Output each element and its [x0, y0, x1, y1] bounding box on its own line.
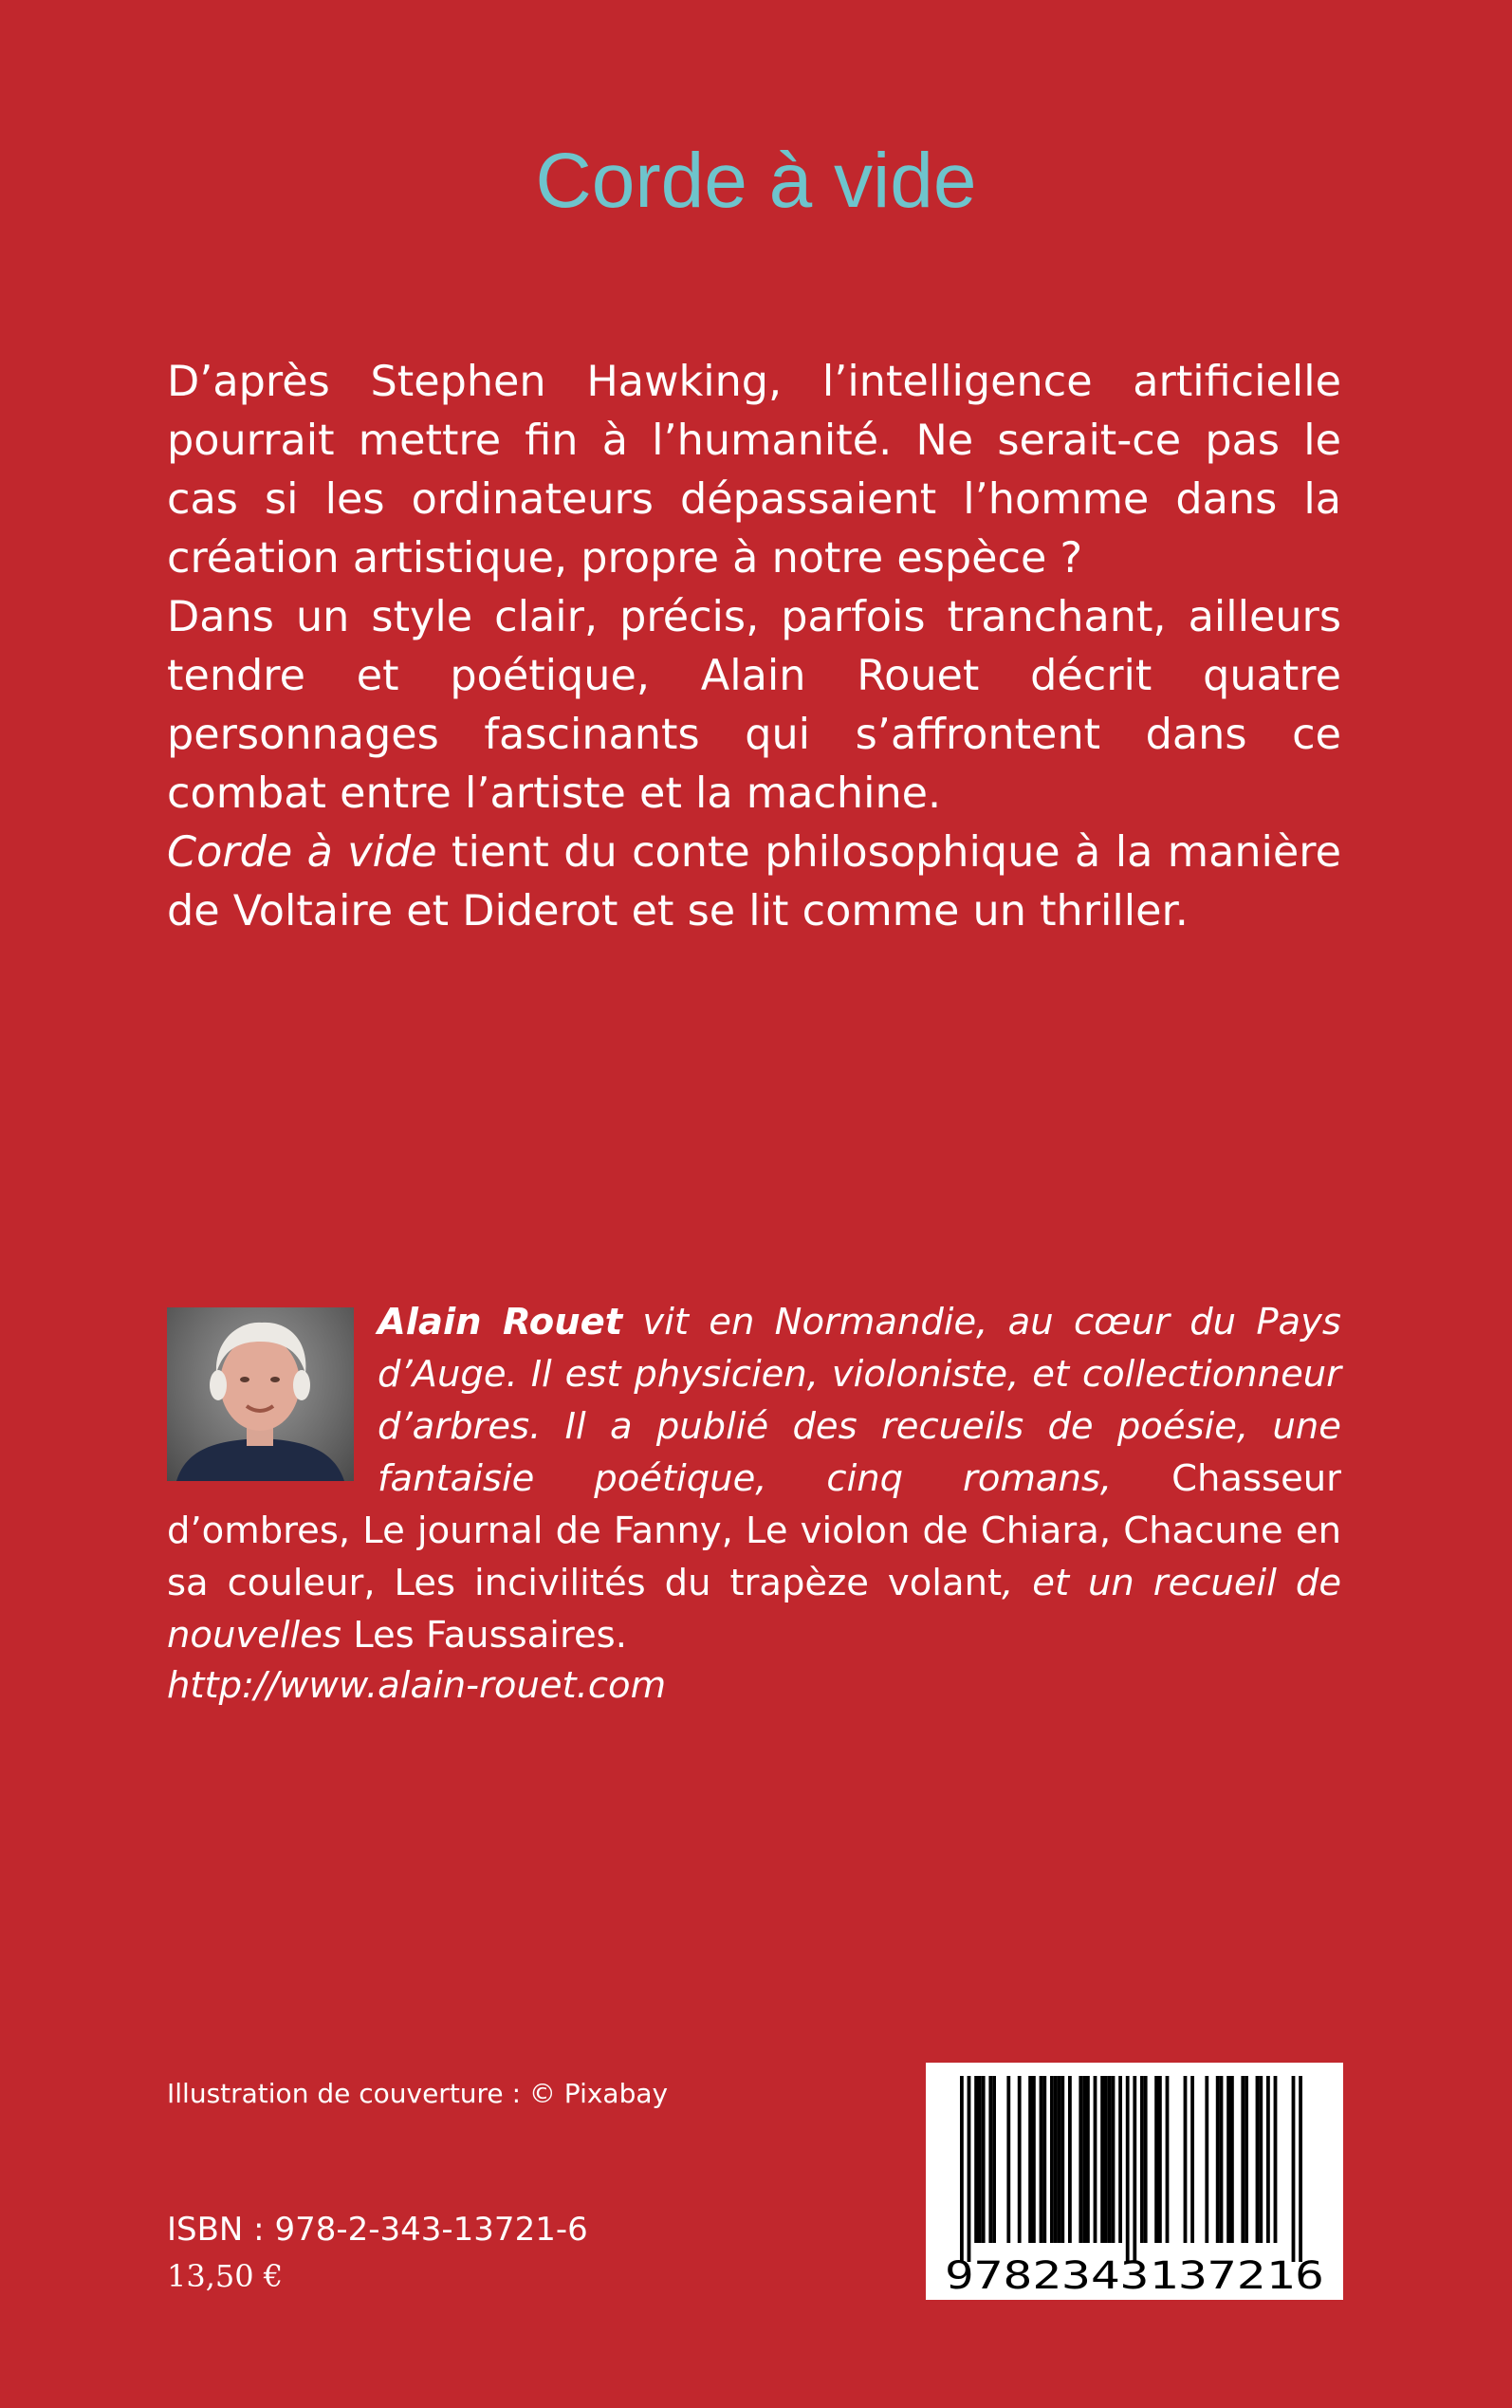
barcode-bar	[1158, 2076, 1162, 2243]
barcode-bar	[1154, 2076, 1158, 2243]
barcode-bar	[1166, 2076, 1170, 2243]
barcode-bar	[1274, 2076, 1278, 2243]
barcode-bar	[1190, 2076, 1194, 2243]
barcode	[926, 2063, 1343, 2300]
barcode-bar	[1112, 2076, 1116, 2243]
barcode-bar	[1220, 2076, 1224, 2243]
barcode-bar	[1094, 2076, 1097, 2243]
barcode-bar	[968, 2076, 971, 2262]
book-title: Corde à vide	[535, 138, 977, 224]
barcode-bar	[974, 2076, 978, 2243]
isbn: ISBN : 978-2-343-13721-6	[167, 2211, 588, 2249]
barcode-bar	[1144, 2076, 1148, 2243]
barcode-bar	[1245, 2076, 1248, 2243]
author-website[interactable]: http://www.alain-rouet.com	[167, 1664, 667, 1707]
barcode-bar	[1266, 2076, 1270, 2243]
barcode-bar	[1256, 2076, 1260, 2243]
barcode-bar	[1216, 2076, 1220, 2243]
author-books: Chasseur d’ombres, Le journal de Fanny, Le violon de Chiara, Chacune en sa couleur, Les incivilités du trapèze volant	[167, 1457, 1341, 1604]
barcode-bar	[960, 2076, 964, 2262]
barcode-digits: 9782343137216	[945, 2254, 1324, 2298]
barcode-bar	[978, 2076, 982, 2243]
barcode-bar	[1226, 2076, 1230, 2243]
barcode-bar	[1060, 2076, 1064, 2243]
barcode-bar	[1082, 2076, 1086, 2243]
barcode-bar	[982, 2076, 986, 2243]
barcode-bar	[1032, 2076, 1036, 2243]
barcode-bar	[1006, 2076, 1010, 2243]
author-last-book: Les Faussaires.	[353, 1614, 627, 1657]
barcode-bar	[1126, 2076, 1130, 2262]
barcode-bar	[1068, 2076, 1072, 2243]
blurb-paragraph-1: D’après Stephen Hawking, l’intelligence artificielle pourrait mettre fin à l’humanité. Ne serait-ce pas le cas si les ordinateurs dépassaient l’homme dans la création artistique, propre à notre espèce ?	[167, 358, 1341, 583]
barcode-bar	[1241, 2076, 1245, 2243]
barcode-bar	[992, 2076, 996, 2243]
barcode-bar	[1086, 2076, 1090, 2243]
barcode-bar	[1100, 2076, 1104, 2243]
barcode-bar	[1040, 2076, 1043, 2243]
blurb-paragraph-3-text: tient du conte philosophique à la manière de Voltaire et Diderot et se lit comme un thriller.	[167, 828, 1341, 935]
price: 13,50 €	[167, 2258, 284, 2294]
barcode-bar	[1028, 2076, 1032, 2243]
barcode-bar	[1079, 2076, 1082, 2243]
barcode-bar	[1140, 2076, 1144, 2243]
barcode-bar	[1299, 2076, 1302, 2262]
barcode-bar	[1108, 2076, 1112, 2243]
barcode-bar	[1292, 2076, 1296, 2262]
author-name: Alain Rouet	[378, 1301, 623, 1343]
barcode-bar	[1118, 2076, 1122, 2243]
blurb-paragraph-3	[167, 824, 1341, 941]
blurb-paragraph-2: Dans un style clair, précis, parfois tranchant, ailleurs tendre et poétique, Alain Rouet décrit quatre personnages fascinants qui s’affrontent dans ce combat entre l’artiste et la machine.	[167, 593, 1341, 818]
barcode-bar	[1018, 2076, 1022, 2243]
barcode-bar	[1184, 2076, 1188, 2243]
author-bio-part-1: vit en Normandie, au cœur du Pays d’Auge. Il est physicien, violoniste, et collectionneur d’arbres. Il a publié des recueils de poésie, une fantaisie poétique, cinq romans,	[378, 1301, 1341, 1500]
barcode-bar	[1050, 2076, 1054, 2243]
barcode-bar	[1259, 2076, 1263, 2243]
barcode-bar	[1042, 2076, 1046, 2243]
barcode-bar	[988, 2076, 992, 2243]
cover-credit: Illustration de couverture : © Pixabay	[167, 2078, 669, 2109]
author-photo	[167, 1307, 354, 1481]
barcode-bar	[1205, 2076, 1208, 2243]
barcode-bar	[1133, 2076, 1136, 2262]
barcode-bar	[1104, 2076, 1108, 2243]
blurb	[167, 353, 1341, 941]
barcode-bar	[1230, 2076, 1234, 2243]
barcode-bar	[1054, 2076, 1058, 2243]
blurb-book-title: Corde à vide	[167, 828, 437, 877]
barcode-bar	[1058, 2076, 1061, 2243]
author-bio-part-2: , et un recueil de nouvelles	[167, 1562, 1341, 1657]
